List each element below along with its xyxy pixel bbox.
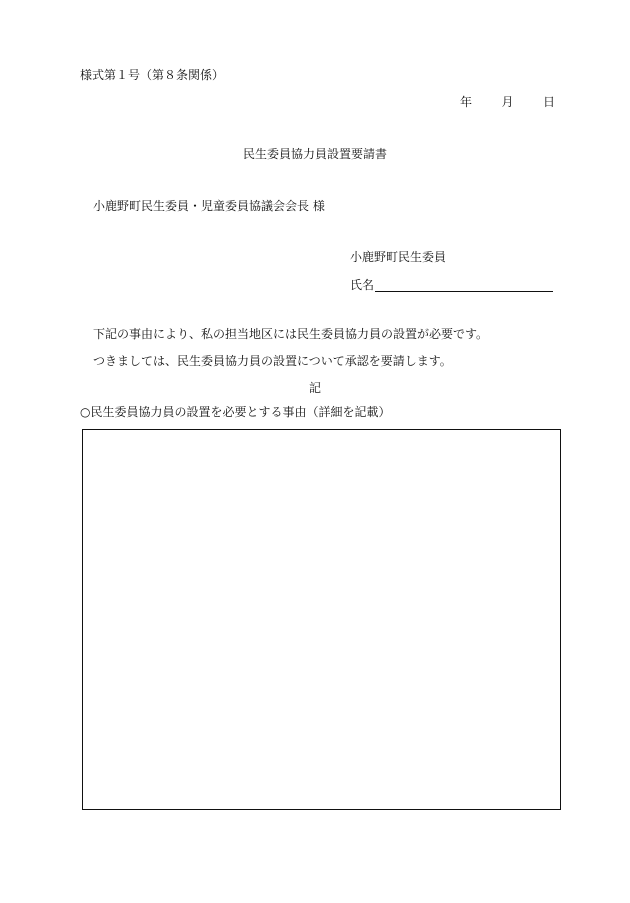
sender-name-row bbox=[350, 278, 553, 292]
body-line-1: 下記の事由により、私の担当地区には民生委員協力員の設置が必要です。 bbox=[93, 327, 489, 341]
document-title: 民生委員協力員設置要請書 bbox=[242, 147, 387, 161]
ki-marker: 記 bbox=[308, 381, 321, 395]
name-field-line[interactable] bbox=[375, 278, 553, 292]
year-label: 年 bbox=[460, 95, 473, 109]
form-number: 様式第１号（第８条関係） bbox=[80, 68, 225, 82]
reason-heading: ○民生委員協力員の設置を必要とする事由（詳細を記載） bbox=[80, 405, 391, 419]
name-label: 氏名 bbox=[350, 278, 375, 292]
month-label: 月 bbox=[501, 95, 514, 109]
addressee: 小鹿野町民生委員・児童委員協議会会長 様 bbox=[93, 199, 325, 213]
date-row bbox=[460, 95, 555, 109]
day-label: 日 bbox=[542, 95, 555, 109]
body-line-2: つきましては、民生委員協力員の設置について承認を要請します。 bbox=[93, 354, 452, 368]
sender-organization: 小鹿野町民生委員 bbox=[350, 250, 447, 264]
reason-detail-box[interactable] bbox=[82, 429, 561, 810]
